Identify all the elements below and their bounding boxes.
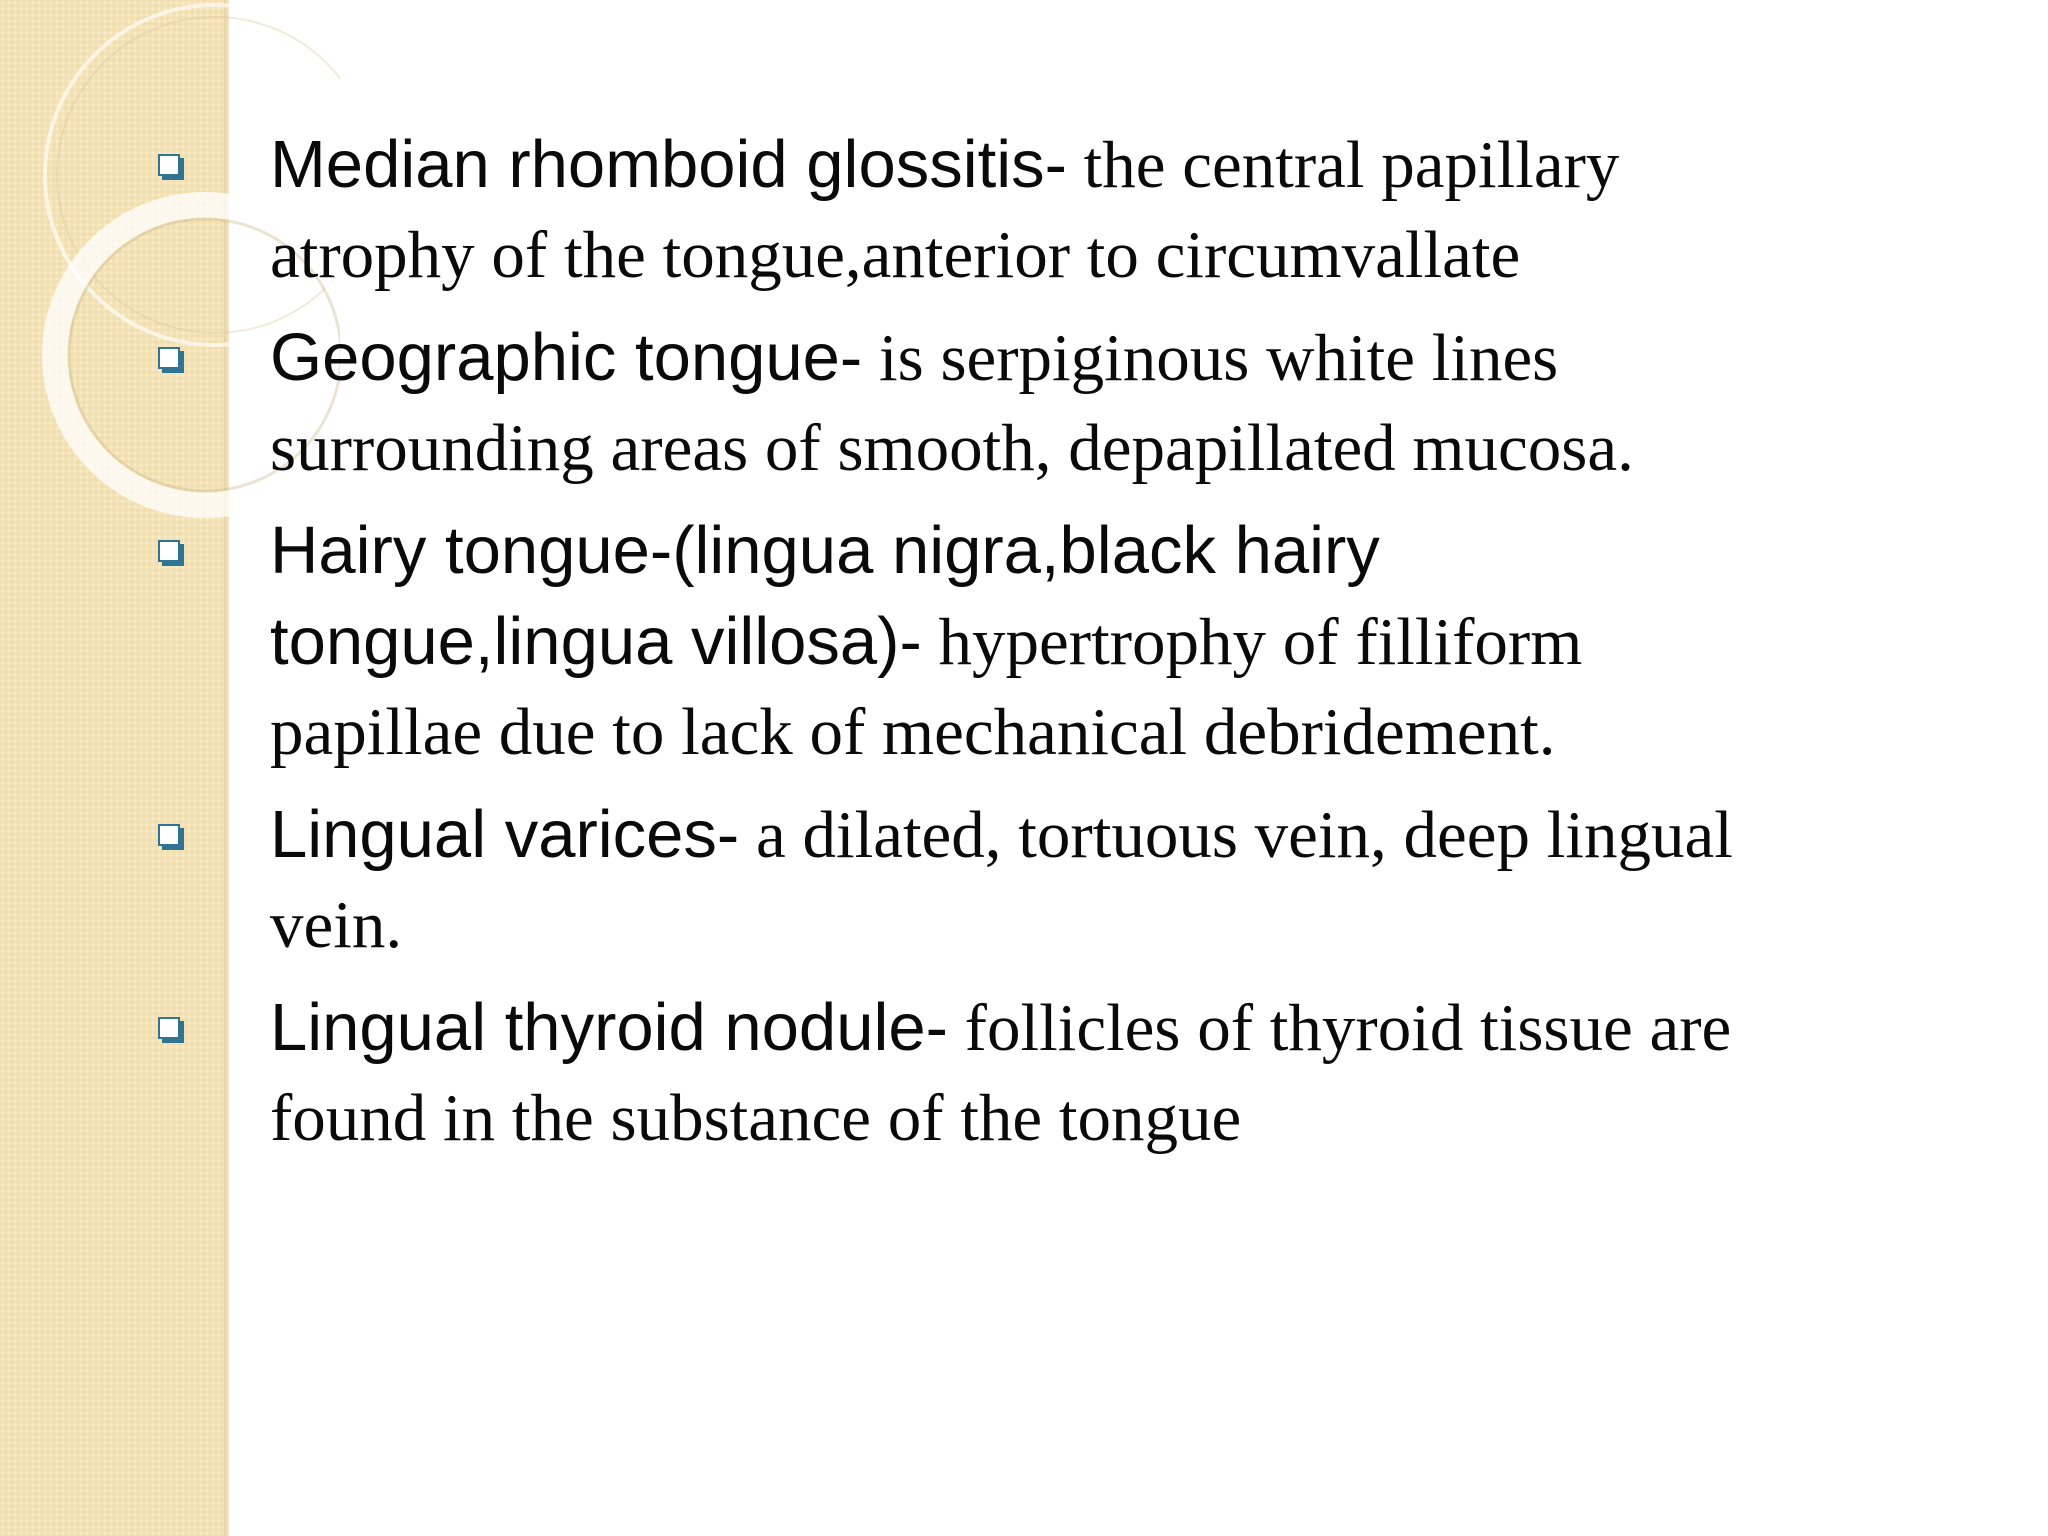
square-bullet-icon	[158, 824, 180, 846]
square-bullet-icon	[158, 540, 180, 562]
item-description: follicles of thyroid tissue are found in the substance of the tongue	[270, 991, 1732, 1155]
item-term: Hairy tongue-(lingua nigra,black hairy tongue,lingua villosa)-	[270, 513, 1380, 679]
item-text	[270, 514, 1790, 786]
list-item	[150, 991, 1790, 1172]
square-bullet-icon	[158, 154, 180, 176]
item-text	[270, 128, 1790, 309]
item-text	[270, 991, 1790, 1172]
list-item	[150, 798, 1790, 979]
item-text	[270, 798, 1790, 979]
item-description: the central papillary atrophy of the tongue,anterior to circumvallate	[270, 128, 1620, 292]
list-item	[150, 514, 1790, 786]
item-term: Geographic tongue-	[270, 320, 863, 395]
item-term: Lingual varices-	[270, 797, 740, 872]
bullet-list	[150, 128, 1790, 1184]
list-item	[150, 321, 1790, 502]
square-bullet-icon	[158, 1017, 180, 1039]
item-term: Median rhomboid glossitis-	[270, 127, 1067, 202]
list-item	[150, 128, 1790, 309]
item-text	[270, 321, 1790, 502]
square-bullet-icon	[158, 347, 180, 369]
item-term: Lingual thyroid nodule-	[270, 990, 948, 1065]
item-description: hypertrophy of filliform papillae due to lack of mechanical debridement.	[270, 605, 1583, 769]
item-description: a dilated, tortuous vein, deep lingual vein.	[270, 798, 1733, 962]
item-description: is serpiginous white lines surrounding areas of smooth, depapillated mucosa.	[270, 321, 1634, 485]
